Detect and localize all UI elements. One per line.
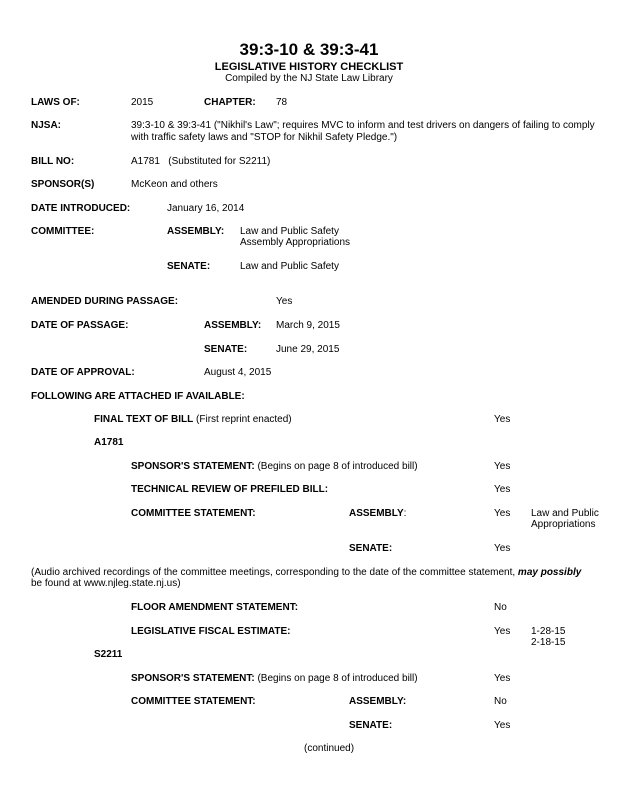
- committee-assembly-label: ASSEMBLY:: [167, 226, 225, 237]
- s2211-sponsor-statement-rest: (Begins on page 8 of introduced bill): [254, 673, 418, 684]
- a1781-committee-assembly-label: [349, 508, 406, 520]
- amended-label: AMENDED DURING PASSAGE:: [31, 296, 179, 307]
- document-subtitle: LEGISLATIVE HISTORY CHECKLIST: [214, 61, 404, 73]
- a1781-committee-senate-value: Yes: [494, 543, 511, 554]
- a1781-committee-assembly-note-2: Appropriations: [531, 519, 596, 530]
- s2211-committee-assembly-label: ASSEMBLY:: [349, 696, 407, 707]
- passage-assembly-value: March 9, 2015: [276, 320, 340, 331]
- passage-assembly-label: ASSEMBLY:: [204, 320, 262, 331]
- committee-assembly-2: Assembly Appropriations: [240, 237, 351, 248]
- fiscal-estimate-date-1: 1-28-15: [531, 626, 566, 637]
- a1781-sponsor-statement-rest: (Begins on page 8 of introduced bill): [254, 461, 418, 472]
- a1781-committee-assembly-word: ASSEMBLY: [349, 508, 404, 519]
- approval-value: August 4, 2015: [204, 367, 272, 378]
- approval-label: DATE OF APPROVAL:: [31, 367, 135, 378]
- attached-heading: FOLLOWING ARE ATTACHED IF AVAILABLE:: [31, 391, 245, 402]
- committee-senate-label: SENATE:: [167, 261, 211, 272]
- a1781-sponsor-statement-value: Yes: [494, 461, 511, 472]
- fiscal-estimate-date-2: 2-18-15: [531, 637, 566, 648]
- document-title: 39:3-10 & 39:3-41: [239, 40, 379, 59]
- a1781-committee-statement-label: COMMITTEE STATEMENT:: [131, 508, 256, 519]
- s2211-sponsor-statement-label: [131, 673, 418, 685]
- a1781-committee-assembly-note-1: Law and Public: [531, 508, 599, 519]
- date-introduced-label: DATE INTRODUCED:: [31, 203, 131, 214]
- audio-note-text: (Audio archived recordings of the committee meetings, corresponding to the date of the committee statement,: [31, 567, 518, 578]
- a1781-tech-review-label: TECHNICAL REVIEW OF PREFILED BILL:: [131, 484, 329, 495]
- passage-senate-label: SENATE:: [204, 344, 248, 355]
- fiscal-estimate-value: Yes: [494, 626, 511, 637]
- njsa-line-1: 39:3-10 & 39:3-41 ("Nikhil's Law"; requires MVC to inform and test drivers on dangers of failing to comply: [131, 120, 595, 131]
- passage-senate-value: June 29, 2015: [276, 344, 340, 355]
- floor-amendment-label: FLOOR AMENDMENT STATEMENT:: [131, 602, 299, 613]
- laws-of-value: 2015: [131, 97, 154, 108]
- final-text-label-bold: FINAL TEXT OF BILL: [94, 414, 194, 425]
- bill-no-label: BILL NO:: [31, 156, 75, 167]
- chapter-value: 78: [276, 97, 288, 108]
- final-text-label: [94, 414, 292, 426]
- amended-value: Yes: [276, 296, 293, 307]
- chapter-label: CHAPTER:: [204, 97, 256, 108]
- committee-label: COMMITTEE:: [31, 226, 95, 237]
- a1781-committee-assembly-colon: :: [403, 508, 407, 519]
- floor-amendment-value: No: [494, 602, 507, 613]
- njsa-label: NJSA:: [31, 120, 62, 131]
- committee-senate-1: Law and Public Safety: [240, 261, 339, 272]
- audio-note-line-2: be found at www.njleg.state.nj.us): [31, 578, 181, 589]
- fiscal-estimate-label: LEGISLATIVE FISCAL ESTIMATE:: [131, 626, 291, 637]
- audio-note-emphasis: may possibly: [517, 567, 582, 578]
- sponsors-label: SPONSOR(S): [31, 179, 95, 190]
- njsa-line-2: with traffic safety laws and "STOP for Nikhil Safety Pledge."): [131, 132, 398, 143]
- s2211-heading: S2211: [94, 649, 123, 660]
- a1781-committee-senate-label: SENATE:: [349, 543, 393, 554]
- a1781-sponsor-statement-bold: SPONSOR'S STATEMENT:: [131, 461, 255, 472]
- s2211-committee-statement-label: COMMITTEE STATEMENT:: [131, 696, 256, 707]
- a1781-heading: A1781: [94, 437, 124, 448]
- passage-label: DATE OF PASSAGE:: [31, 320, 129, 331]
- a1781-tech-review-value: Yes: [494, 484, 511, 495]
- s2211-committee-senate-label: SENATE:: [349, 720, 393, 731]
- s2211-sponsor-statement-value: Yes: [494, 673, 511, 684]
- date-introduced-value: January 16, 2014: [167, 203, 245, 214]
- laws-of-label: LAWS OF:: [31, 97, 80, 108]
- continued-note: (continued): [304, 743, 355, 754]
- committee-assembly-1: Law and Public Safety: [240, 226, 339, 237]
- s2211-committee-assembly-value: No: [494, 696, 507, 707]
- s2211-sponsor-statement-bold: SPONSOR'S STATEMENT:: [131, 673, 255, 684]
- compiled-by: Compiled by the NJ State Law Library: [225, 73, 393, 84]
- a1781-sponsor-statement-label: [131, 461, 418, 473]
- final-text-value: Yes: [494, 414, 511, 425]
- final-text-label-rest: (First reprint enacted): [193, 414, 292, 425]
- bill-no-value: A1781 (Substituted for S2211): [131, 156, 271, 167]
- s2211-committee-senate-value: Yes: [494, 720, 511, 731]
- sponsors-value: McKeon and others: [131, 179, 218, 190]
- a1781-committee-assembly-value: Yes: [494, 508, 511, 519]
